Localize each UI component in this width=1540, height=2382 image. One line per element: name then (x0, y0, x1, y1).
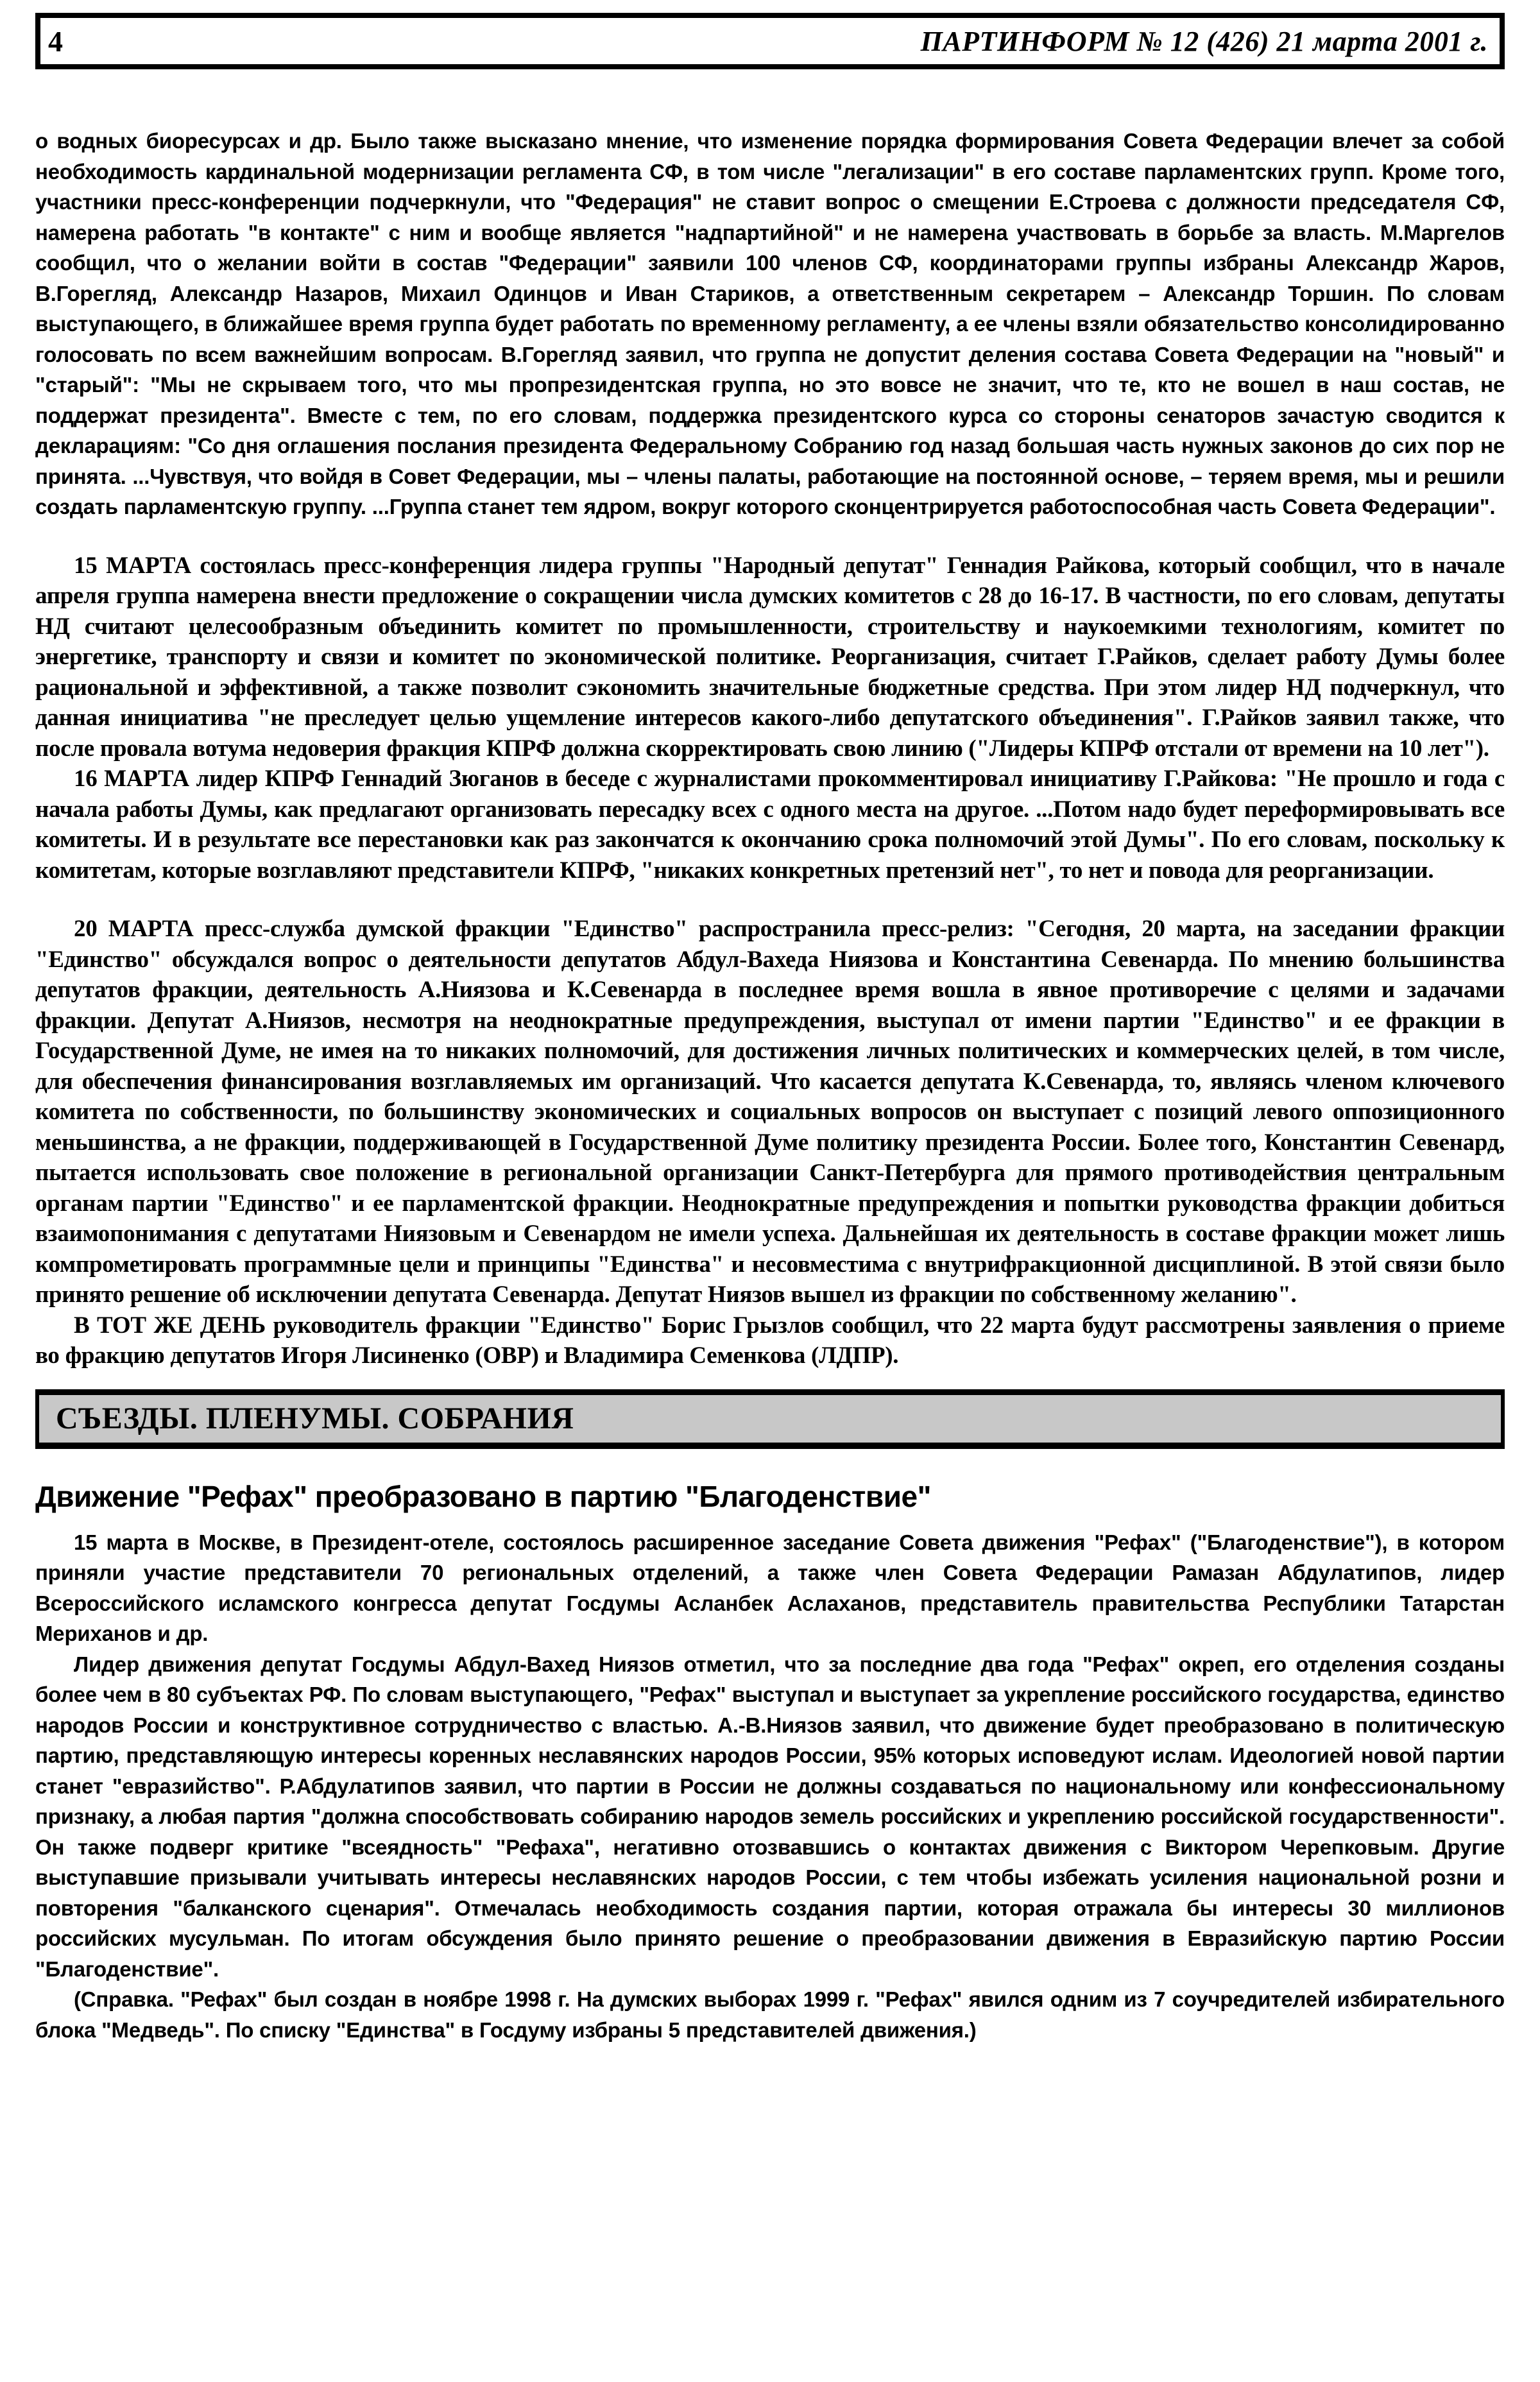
paragraph-same-day-gryzlov: В ТОТ ЖЕ ДЕНЬ руководитель фракции "Единство" Борис Грызлов сообщил, что 22 марта будут рассмотрены заявления о приеме во фракцию депутатов Игоря Лисиненко (ОВР) и Владимира Семенкова (ЛДПР). (35, 1312, 1505, 1369)
page-number: 4 (48, 24, 63, 58)
section-title: СЪЕЗДЫ. ПЛЕНУМЫ. СОБРАНИЯ (56, 1401, 574, 1435)
article-title-refah: Движение "Рефах" преобразовано в партию "Благоденствие" (35, 1479, 931, 1513)
paragraph-march20-edinstvo: 20 МАРТА пресс-служба думской фракции "Единство" распространила пресс-релиз: "Сегодня, 20 марта, на заседании фракции "Единство" обсуждался вопрос о деятельности депутатов Абдул-Вахеда Ниязова и Константина Севенарда. По мнению большинства депутатов фракции, деятельность А.Ниязова и К.Севенарда в последнее время вошла в явное противоречие с целями и задачами фракции. Депутат А.Ниязов, несмотря на неоднократные предупреждения, выступал от имени партии "Единство" и ее фракции в Государственной Думе, не имея на то никаких полномочий, для достижения личных политических и коммерческих целей, в том числе, для обеспечения финансирования возглавляемых им организаций. Что касается депутата К.Севенарда, то, являясь членом ключевого комитета по собственности, по большинству экономических и социальных вопросов он выступает с позиций левого оппозиционного меньшинства, а не фракции, поддерживающей в Государственной Думе политику президента России. Более того, Константин Севенард, пытается использовать свое положение в региональной организации Санкт-Петербурга для прямого противодействия центральным органам партии "Единство" и ее парламентской фракции. Неоднократные предупреждения и попытки руководства фракции добиться взаимопонимания с депутатами Ниязовым и Севенардом не имели успеха. Дальнейшая их деятельность в составе фракции может лишь компрометировать программные цели и принципы "Единства" и несовместима с внутрифракционной дисциплиной. В этой связи было принято решение об исключении депутата Севенарда. Депутат Ниязов вышел из фракции по собственному желанию". (35, 916, 1505, 1308)
paragraph-refah-niyazov: Лидер движения депутат Госдумы Абдул-Вахед Ниязов отметил, что за последние два года "Рефах" окреп, его отделения созданы более чем в 80 субъектах РФ. По словам выступающего, "Рефах" выступал и выступает за укрепление российского государства, единство народов России и конструктивное сотрудничество с властью. А.-В.Ниязов заявил, что движение будет преобразовано в политическую партию, представляющую интересы коренных неславянских народов России, 95% которых исповедуют ислам. Идеологией новой партии станет "евразийство". Р.Абдулатипов заявил, что партии в России не должны создаваться по национальному или конфессиональному признаку, а любая партия "должна способствовать собиранию народов земель российских и укреплению российской государственности". Он также подверг критике "всеядность" "Рефаха", негативно отозвавшись о контактах движения с Виктором Черепковым. Другие выступавшие призывали учитывать интересы неславянских народов России, с тем чтобы избежать усиления национальной розни и повторения "балканского сценария". Отмечалась необходимость создания партии, которая отражала бы интересы 30 миллионов российских мусульман. По итогам обсуждения было принято решение о преобразовании движения в Евразийскую партию России "Благоденствие". (35, 1652, 1505, 1981)
paragraph-refah-meeting: 15 марта в Москве, в Президент-отеле, состоялось расширенное заседание Совета движения "Рефах" ("Благоденствие"), в котором приняли участие представители 70 региональных отделений, а также член Совета Федерации Рамазан Абдулатипов, лидер Всероссийского исламского конгресса депутат Госдумы Асланбек Аслаханов, представитель правительства Республики Татарстан Мериханов и др. (35, 1530, 1505, 1645)
paragraph-federation-continuation: о водных биоресурсах и др. Было также высказано мнение, что изменение порядка формирования Совета Федерации влечет за собой необходимость кардинальной модернизации регламента СФ, в том числе "легализации" в его составе парламентских групп. Кроме того, участники пресс-конференции подчеркнули, что "Федерация" не ставит вопрос о смещении Е.Строева с должности председателя СФ, намерена работать "в контакте" с ним и вообще является "надпартийной" и не намерена участвовать в борьбе за власть. М.Маргелов сообщил, что о желании войти в состав "Федерации" заявили 100 членов СФ, координаторами группы избраны Александр Жаров, В.Горегляд, Александр Назаров, Михаил Одинцов и Иван Стариков, а ответственным секретарем – Александр Торшин. По словам выступающего, в ближайшее время группа будет работать по временному регламенту, а ее члены взяли обязательство консолидированно голосовать по всем важнейшим вопросам. В.Горегляд заявил, что группа не допустит деления состава Совета Федерации на "новый" и "старый": "Мы не скрываем того, что мы пропрезидентская группа, но это вовсе не значит, что те, кто не вошел в наш состав, не поддержат президента". Вместе с тем, по его словам, поддержка президентского курса со стороны сенаторов зачастую сводится к декларациям: "Со дня оглашения послания президента Федеральному Собранию год назад большая часть нужных законов до сих пор не принята. ...Чувствуя, что войдя в Совет Федерации, мы – члены палаты, работающие на постоянной основе, – теряем время, мы и решили создать парламентскую группу. ...Группа станет тем ядром, вокруг которого сконцентрируется работоспособная часть Совета Федерации". (35, 129, 1505, 518)
running-header (35, 13, 1505, 69)
paragraph-march15-raikov: 15 МАРТА состоялась пресс-конференция лидера группы "Народный депутат" Геннадия Райкова, который сообщил, что в начале апреля группа намерена внести предложение о сокращении числа думских комитетов с 28 до 16-17. В частности, по его словам, депутаты НД считают целесообразным объединить комитет по промышленности, строительству и наукоемкими технологиям, комитет по энергетике, транспорту и связи и комитет по экономической политике. Реорганизация, считает Г.Райков, сделает работу Думы более рациональной и эффективной, а также позволит сэкономить значительные бюджетные средства. При этом лидер НД подчеркнул, что данная инициатива "не преследует целью ущемление интересов какого-либо депутатского объединения". Г.Райков заявил также, что после провала вотума недоверия фракция КПРФ должна скорректировать свою линию ("Лидеры КПРФ отстали от времени на 10 лет"). (35, 552, 1505, 762)
page-content (35, 0, 1505, 2045)
paragraph-march16-zyuganov: 16 МАРТА лидер КПРФ Геннадий Зюганов в беседе с журналистами прокомментировал инициативу Г.Райкова: "Не прошло и года с начала работы Думы, как предлагают организовать пересадку всех с одного места на другое. ...Потом надо будет переформировывать все комитеты. И в результате все перестановки как раз закончатся к окончанию срока полномочий этой Думы". По его словам, поскольку к комитетам, которые возглавляют представители КПРФ, "никаких конкретных претензий нет", то нет и повода для реорганизации. (35, 766, 1505, 884)
paragraph-refah-reference: (Справка. "Рефах" был создан в ноябре 1998 г. На думских выборах 1999 г. "Рефах" явился одним из 7 соучредителей избирательного блока "Медведь". По списку "Единства" в Госдуму избраны 5 представителей движения.) (35, 1987, 1505, 2042)
section-divider-congresses (35, 1389, 1505, 1449)
masthead-title: ПАРТИНФОРМ № 12 (426) 21 марта 2001 г. (920, 25, 1488, 57)
